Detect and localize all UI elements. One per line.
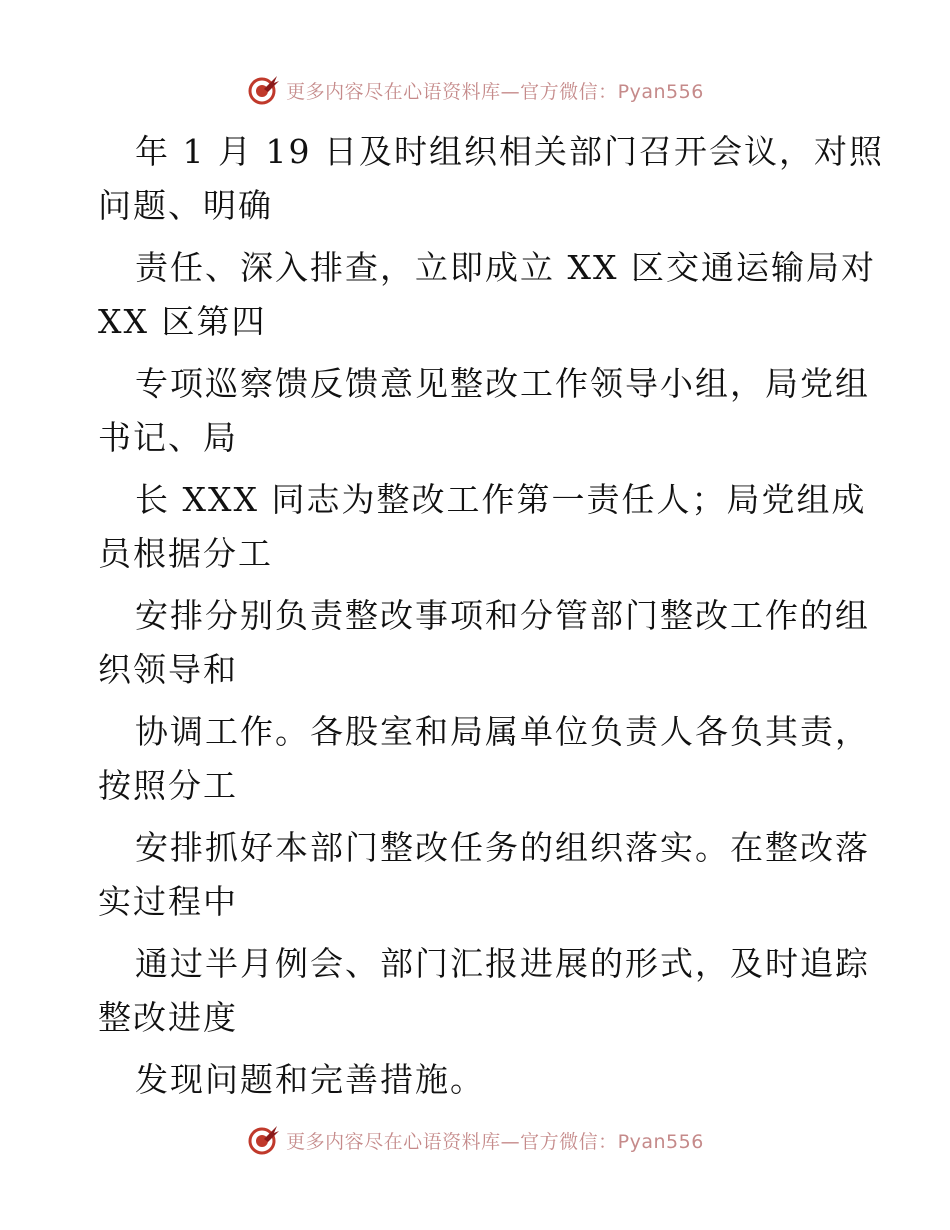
body-line: 发现问题和完善措施。 xyxy=(135,1060,485,1099)
body-line: 员根据分工 xyxy=(98,534,273,573)
header-banner xyxy=(0,70,950,110)
body-line: 责任、深入排查，立即成立 XX 区交通运输局对 xyxy=(135,248,876,287)
body-line: 安排分别负责整改事项和分管部门整改工作的组 xyxy=(135,596,870,635)
body-line: 年 1 月 19 日及时组织相关部门召开会议，对照 xyxy=(135,132,884,171)
body-line: 书记、局 xyxy=(98,418,238,457)
footer-banner xyxy=(0,1120,950,1160)
header-banner-inner xyxy=(246,73,704,107)
body-line: 按照分工 xyxy=(98,766,238,805)
body-line: 实过程中 xyxy=(98,882,238,921)
footer-banner-inner xyxy=(246,1123,704,1157)
body-line: 安排抓好本部门整改任务的组织落实。在整改落 xyxy=(135,828,870,867)
feather-seal-icon xyxy=(246,1123,280,1157)
body-line: 专项巡察馈反馈意见整改工作领导小组，局党组 xyxy=(135,364,870,403)
body-line: 通过半月例会、部门汇报进展的形式，及时追踪 xyxy=(135,944,870,983)
body-line: 织领导和 xyxy=(98,650,238,689)
body-line: 长 XXX 同志为整改工作第一责任人；局党组成 xyxy=(135,480,867,519)
body-line: 问题、明确 xyxy=(98,186,273,225)
feather-seal-icon xyxy=(246,73,280,107)
header-banner-text: 更多内容尽在心语资料库—官方微信：Pyan556 xyxy=(286,80,704,103)
body-line: 协调工作。各股室和局属单位负责人各负其责， xyxy=(135,712,870,751)
footer-banner-text: 更多内容尽在心语资料库—官方微信：Pyan556 xyxy=(286,1130,704,1153)
body-line: 整改进度 xyxy=(98,998,238,1037)
body-line: XX 区第四 xyxy=(98,302,267,341)
